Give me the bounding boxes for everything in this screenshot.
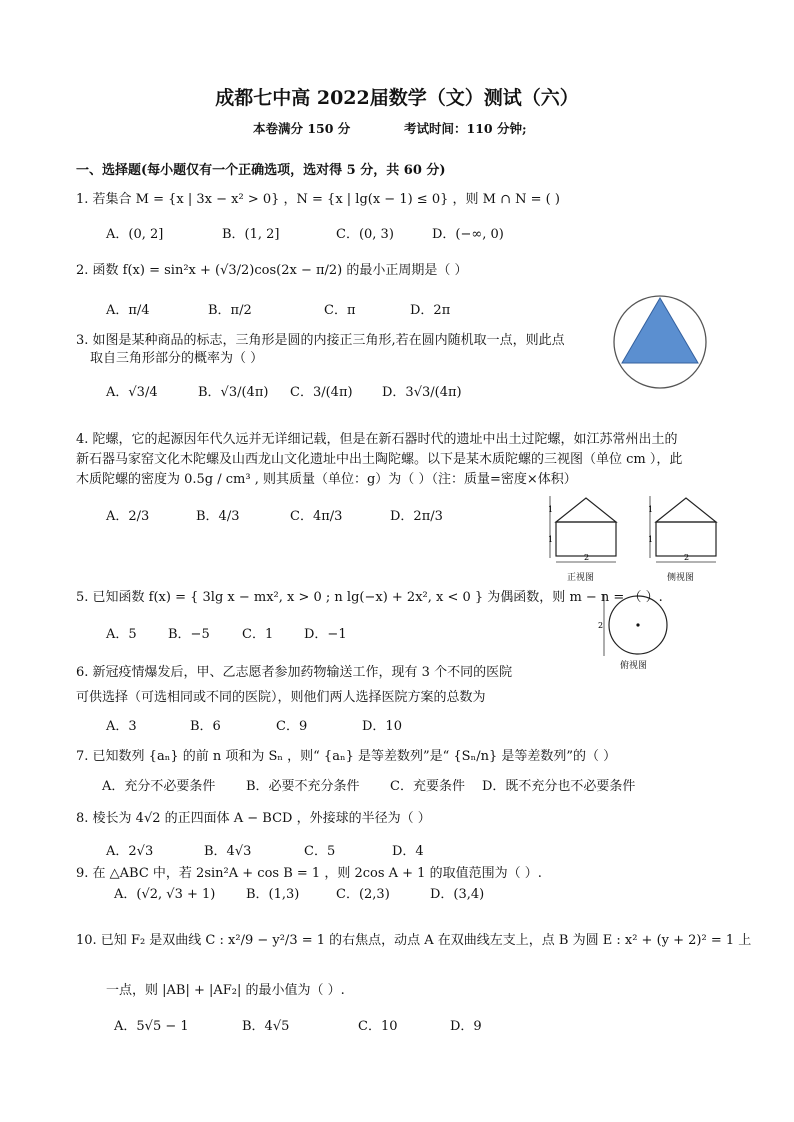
q5-option-d: D．−1: [304, 627, 347, 642]
full-score: 本卷满分 150 分: [253, 121, 351, 136]
question-8-stem: 8. 棱长为 4√2 的正四面体 A − BCD ，外接球的半径为（ ）: [76, 811, 431, 826]
question-3-stem-line1: 3. 如图是某种商品的标志，三角形是圆的内接正三角形,若在圆内随机取一点，则此点: [76, 333, 565, 348]
q9-option-b: B．(1,3): [246, 887, 300, 902]
top-dim: 2: [598, 621, 604, 630]
q2-option-c: C．π: [324, 303, 356, 318]
q3-option-d: D．3√3/(4π): [382, 385, 462, 400]
q4-option-a: A．2/3: [106, 509, 150, 524]
q2-option-b: B．π/2: [208, 303, 252, 318]
front-dim-bottom: 2: [584, 553, 590, 562]
question-6-stem-line2: 可供选择（可选相同或不同的医院），则他们两人选择医院方案的总数为: [76, 690, 486, 705]
q1-option-c: C．(0, 3): [336, 227, 394, 242]
q4-option-d: D．2π/3: [390, 509, 443, 524]
q9-option-c: C．(2,3): [336, 887, 390, 902]
question-3-stem-line2: 取自三角形部分的概率为（ ）: [90, 351, 264, 366]
q8-option-d: D．4: [392, 844, 424, 859]
question-9-stem: 9. 在 △ABC 中，若 2sin²A + cos B = 1 ，则 2cos A + 1 的取值范围为（ ）.: [76, 866, 542, 881]
top-view-label: 俯视图: [620, 661, 648, 671]
q6-option-a: A．3: [106, 719, 137, 734]
question-4-stem-line3: 木质陀螺的密度为 0.5g / cm³ , 则其质量（单位：g）为（ ）（注：质量=密度×体积）: [76, 472, 577, 487]
logo-figure: [610, 293, 710, 393]
q5-option-b: B．−5: [168, 627, 210, 642]
q4-option-c: C．4π/3: [290, 509, 343, 524]
front-view-label: 正视图: [567, 573, 595, 583]
q6-option-b: B．6: [190, 719, 221, 734]
question-6-stem-line1: 6. 新冠疫情爆发后，甲、乙志愿者参加药物输送工作，现有 3 个不同的医院: [76, 665, 513, 680]
q9-option-a: A．(√2, √3 + 1): [114, 887, 216, 902]
q10-option-a: A．5√5 − 1: [114, 1019, 189, 1034]
q10-option-d: D．9: [450, 1019, 482, 1034]
q5-option-a: A．5: [106, 627, 137, 642]
q7-option-a: A．充分不必要条件: [102, 779, 216, 794]
q8-option-b: B．4√3: [204, 844, 252, 859]
q1-option-a: A．(0, 2]: [106, 227, 164, 242]
q1-option-b: B．(1, 2]: [222, 227, 280, 242]
q10-option-b: B．4√5: [242, 1019, 290, 1034]
front-dim-mid: 1: [548, 535, 554, 544]
q8-option-a: A．2√3: [106, 844, 154, 859]
side-dim-mid: 1: [648, 535, 654, 544]
question-10-stem-line2: 一点，则 |AB| + |AF₂| 的最小值为（ ）.: [106, 983, 345, 998]
q7-option-c: C．充要条件: [390, 779, 465, 794]
q3-option-c: C．3/(4π): [290, 385, 353, 400]
q10-option-c: C．10: [358, 1019, 398, 1034]
q7-option-b: B．必要不充分条件: [246, 779, 360, 794]
page-title: 成都七中高 2022届数学（文）测试（六）: [215, 87, 579, 109]
front-view-drawing: [540, 492, 630, 574]
side-dim-top: 1: [648, 505, 654, 514]
q9-option-d: D．(3,4): [430, 887, 485, 902]
q3-option-b: B．√3/(4π): [198, 385, 269, 400]
q2-option-a: A．π/4: [106, 303, 150, 318]
q2-option-d: D．2π: [410, 303, 451, 318]
q5-option-c: C．1: [242, 627, 274, 642]
q1-option-d: D．(−∞, 0): [432, 227, 504, 242]
q8-option-c: C．5: [304, 844, 336, 859]
side-view-drawing: [640, 492, 730, 574]
q6-option-c: C．9: [276, 719, 308, 734]
question-4-stem-line1: 4. 陀螺，它的起源因年代久远并无详细记载，但是在新石器时代的遗址中出土过陀螺，如江苏常州出土的: [76, 432, 678, 447]
question-7-stem: 7. 已知数列 {aₙ} 的前 n 项和为 Sₙ ，则“ {aₙ} 是等差数列”是“ {Sₙ/n} 是等差数列”的（ ）: [76, 749, 617, 764]
side-dim-bottom: 2: [684, 553, 690, 562]
question-2-stem: 2. 函数 f(x) = sin²x + (√3/2)cos(2x − π/2) 的最小正周期是（ ）: [76, 263, 468, 278]
question-5-stem: 5. 已知函数 f(x) = { 3lg x − mx², x > 0 ; n lg(−x) + 2x², x < 0 } 为偶函数，则 m − n = （ ）.: [76, 590, 663, 605]
question-10-stem-line1: 10. 已知 F₂ 是双曲线 C : x²/9 − y²/3 = 1 的右焦点，动点 A 在双曲线左支上，点 B 为圆 E : x² + (y + 2)² = 1 上: [76, 933, 752, 948]
question-1-stem: 1. 若集合 M = {x | 3x − x² > 0} ，N = {x | lg(x − 1) ≤ 0} ，则 M ∩ N = ( ): [76, 192, 560, 207]
exam-time: 考试时间：110 分钟;: [404, 121, 527, 136]
question-4-stem-line2: 新石器马家窑文化木陀螺及山西龙山文化遗址中出土陶陀螺。以下是某木质陀螺的三视图（单位 cm ），此: [76, 452, 683, 467]
q3-option-a: A．√3/4: [106, 385, 158, 400]
front-dim-top: 1: [548, 505, 554, 514]
q6-option-d: D．10: [362, 719, 402, 734]
q7-option-d: D．既不充分也不必要条件: [482, 779, 636, 794]
q4-option-b: B．4/3: [196, 509, 240, 524]
section-heading: 一、选择题(每小题仅有一个正确选项，选对得 5 分，共 60 分): [76, 163, 446, 178]
side-view-label: 侧视图: [667, 573, 695, 583]
